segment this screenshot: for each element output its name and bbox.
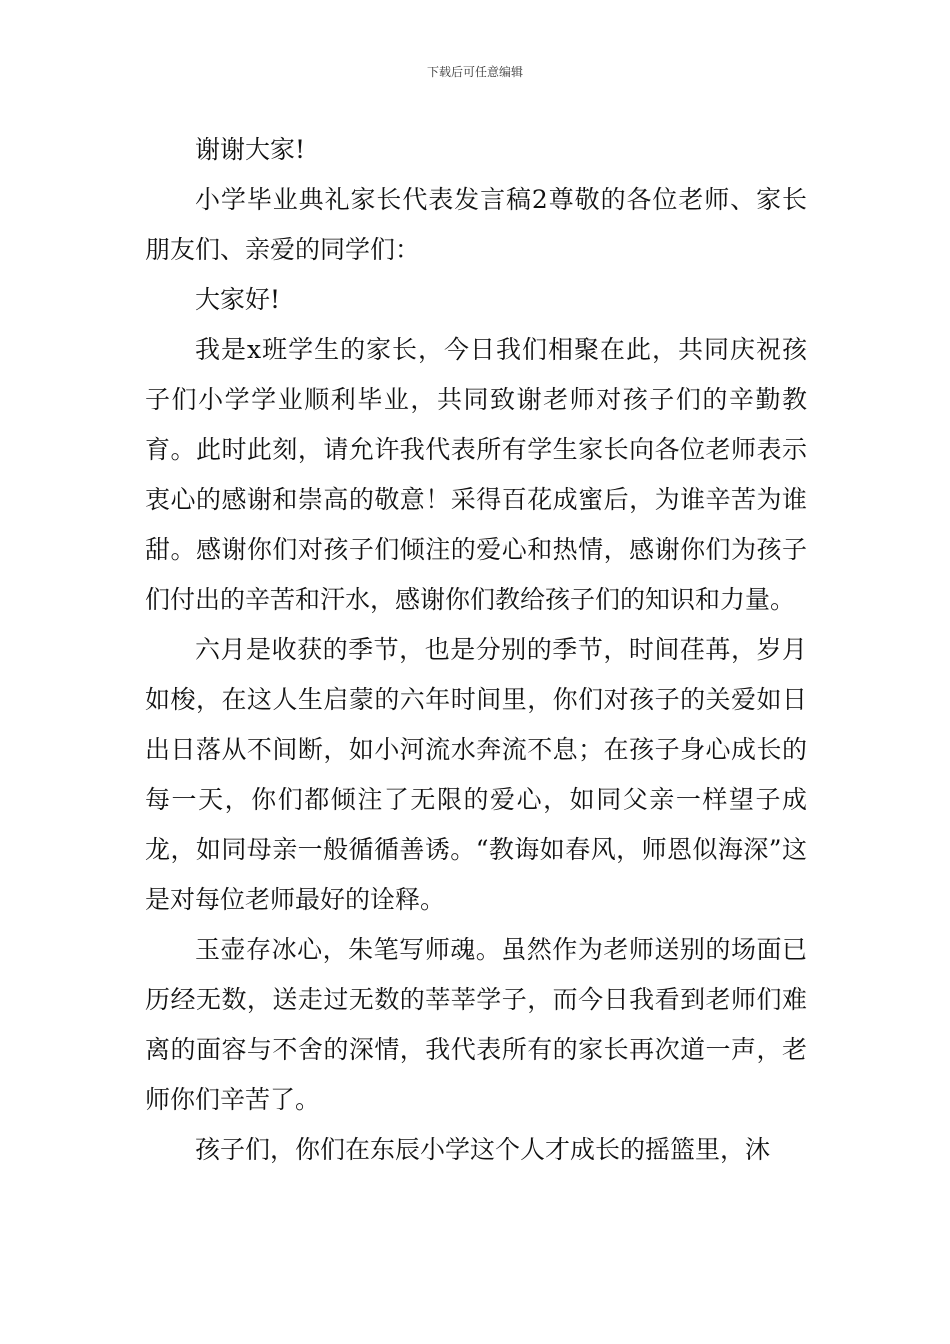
document-body	[145, 125, 807, 1175]
paragraph-speech-title: 小学毕业典礼家长代表发言稿2尊敬的各位老师、家长朋友们、亲爱的同学们：	[145, 185, 807, 264]
paragraph-children: 孩子们，你们在东辰小学这个人才成长的摇篮里，沐	[195, 1135, 771, 1164]
page-header: 下载后可任意编辑	[426, 65, 523, 79]
paragraph-farewell: 玉壶存冰心，朱笔写师魂。虽然作为老师送别的场面已历经无数，送走过无数的莘莘学子，而今日我看到老师们难离的面容与不舍的深情，我代表所有的家长再次道一声，老师你们辛苦了。	[145, 935, 807, 1114]
paragraph-introduction: 我是x班学生的家长，今日我们相聚在此，共同庆祝孩子们小学学业顺利毕业，共同致谢老师对孩子们的辛勤教育。此时此刻，请允许我代表所有学生家长向各位老师表示衷心的感谢和崇高的敬意！采得百花成蜜后，为谁辛苦为谁甜。感谢你们对孩子们倾注的爱心和热情，感谢你们为孩子们付出的辛苦和汗水，感谢你们教给孩子们的知识和力量。	[145, 335, 807, 614]
paragraph-june: 六月是收获的季节，也是分别的季节，时间荏苒，岁月如梭，在这人生启蒙的六年时间里，你们对孩子的关爱如日出日落从不间断，如小河流水奔流不息；在孩子身心成长的每一天，你们都倾注了无限的爱心，如同父亲一样望子成龙，如同母亲一般循循善诱。“教诲如春风，师恩似海深”这是对每位老师最好的诠释。	[145, 635, 807, 914]
paragraph-greeting: 大家好!	[195, 285, 281, 314]
paragraph-thanks: 谢谢大家!	[195, 135, 306, 164]
